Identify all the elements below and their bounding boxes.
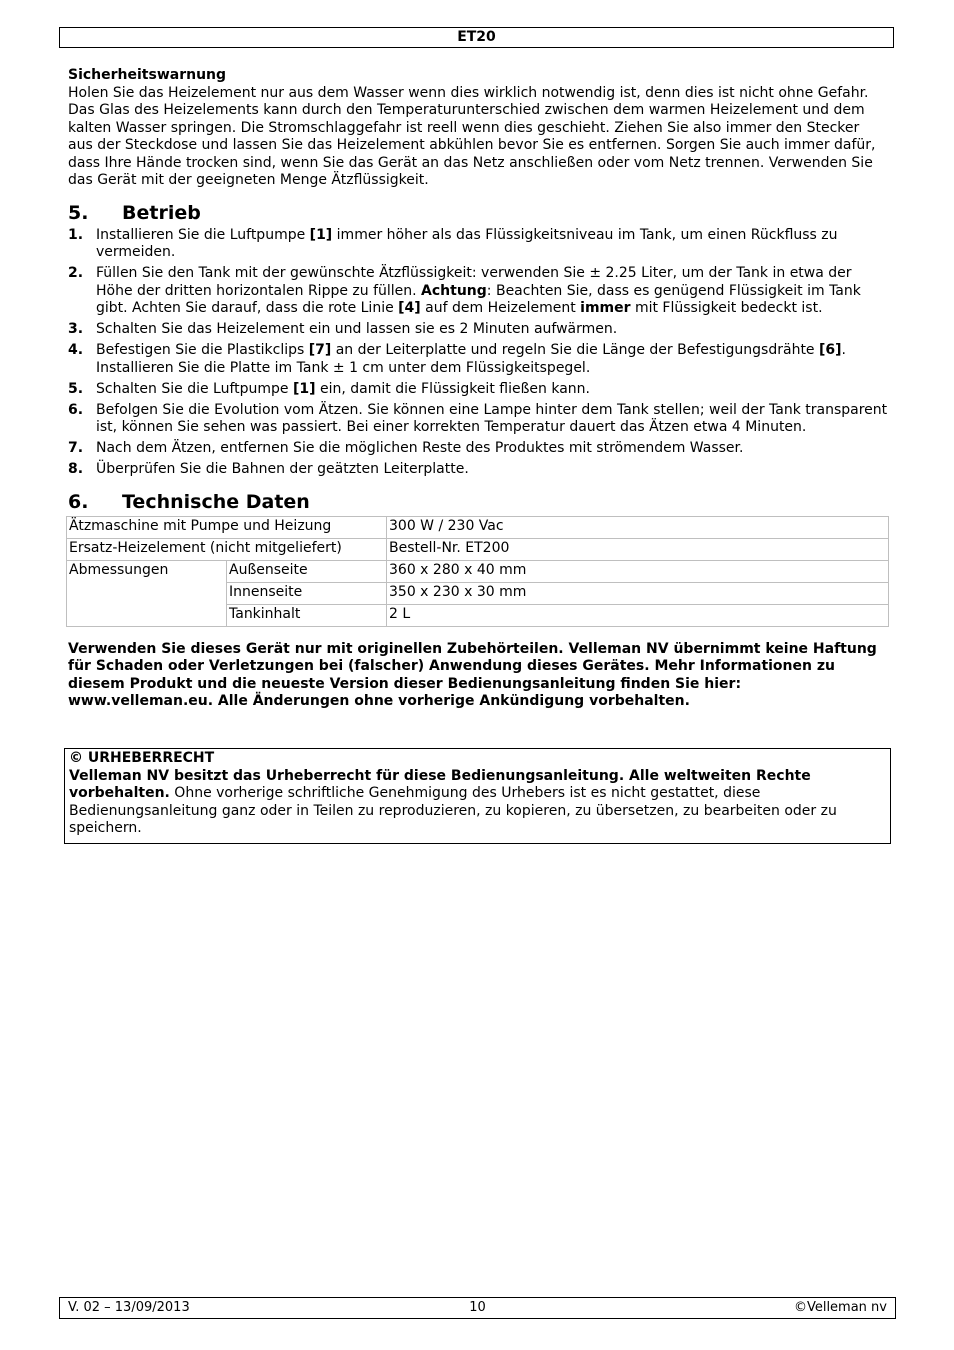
section-title: Technische Daten [122, 490, 310, 513]
step-ref: [1] [309, 226, 333, 243]
table-cell: 2 L [387, 604, 889, 626]
table-cell: Ersatz-Heizelement (nicht mitgeliefert) [67, 538, 387, 560]
table-cell: 350 x 230 x 30 mm [387, 582, 889, 604]
list-item [68, 440, 888, 458]
step-text: Nach dem Ätzen, entfernen Sie die möglichen Reste des Produktes mit strömendem Wasser. [96, 440, 744, 456]
copyright-bold: Velleman NV besitzt das Urheberrecht für diese Bedienungsanleitung. Alle weltweiten Rechte vorbehalten. [69, 767, 811, 801]
step-text: Schalten Sie die Luftpumpe [96, 380, 293, 397]
step-text: Überprüfen Sie die Bahnen der geätzten Leiterplatte. [96, 461, 469, 477]
safety-text: Holen Sie das Heizelement nur aus dem Wasser wenn dies wirklich notwendig ist, denn dies ist nicht ohne Gefahr. Das Glas des Heizelements kann durch den Temperaturunterschied zwischen dem warmen Heizelement und dem kalten Wasser springen. Die Stromschlaggefahr ist reell wenn dies geschieht. Ziehen Sie also immer den Stecker aus der Steckdose und lassen Sie das Heizelement abkühlen bevor Sie es entfernen. Sorgen Sie auch immer dafür, dass Ihre Hände trocken sind, wenn Sie das Gerät an das Netz anschließen oder vom Netz trennen. Verwenden Sie das Gerät mit der geeigneten Menge Ätzflüssigkeit. [68, 84, 876, 188]
page-header [59, 27, 894, 48]
list-item [68, 461, 888, 479]
table-cell: Tankinhalt [227, 604, 387, 626]
step-emphasis: immer [580, 300, 631, 316]
copyright-title: © URHEBERRECHT [69, 750, 215, 766]
step-text: mit Flüssigkeit bedeckt ist. [630, 300, 823, 316]
footer-version: V. 02 – 13/09/2013 [68, 1300, 190, 1315]
section-heading-betrieb [68, 202, 888, 224]
step-number: 6. [68, 401, 84, 418]
step-emphasis: Achtung [421, 282, 487, 299]
list-item [68, 402, 888, 437]
steps-list [68, 227, 888, 479]
step-text: an der Leiterplatte und regeln Sie die Länge der Befestigungsdrähte [331, 342, 819, 358]
step-text: Befolgen Sie die Evolution vom Ätzen. Sie können eine Lampe hinter dem Tank stellen; weil der Tank transparent ist, können Sie sehen was passiert. Bei einer korrekten Temperatur dauert das Ätzen etwa 4 Minuten. [96, 401, 888, 435]
step-ref: [1] [292, 380, 316, 397]
section-number: 5. [68, 201, 89, 224]
list-item [68, 227, 888, 262]
table-cell: Abmessungen [67, 560, 227, 626]
footer-company: ©Velleman nv [793, 1300, 887, 1315]
table-cell: Bestell-Nr. ET200 [387, 538, 889, 560]
table-row [67, 560, 889, 582]
section-heading-technische-daten [68, 491, 888, 513]
header-model: ET20 [457, 29, 496, 45]
table-row [67, 516, 889, 538]
step-text: Installieren Sie die Luftpumpe [96, 226, 310, 243]
copyright-body: Ohne vorherige schriftliche Genehmigung des Urhebers ist es nicht gestattet, diese Bedienungsanleitung ganz oder in Teilen zu reproduzieren, zu kopieren, zu übersetzen, zu bearbeiten oder zu speichern. [69, 785, 837, 836]
page-content [68, 67, 888, 711]
step-number: 1. [68, 226, 84, 243]
table-cell: Außenseite [227, 560, 387, 582]
step-text: auf dem Heizelement [420, 300, 581, 316]
disclaimer-text: Verwenden Sie dieses Gerät nur mit originellen Zubehörteilen. Velleman NV übernimmt keine Haftung für Schaden oder Verletzungen bei (falscher) Anwendung dieses Gerätes. Mehr Informationen zu diesem Produkt und die neueste Version dieser Bedienungsanleitung finden Sie hier: www.velleman.eu. Alle Änderungen ohne vorherige Ankündigung vorbehalten. [68, 640, 877, 709]
list-item [68, 265, 888, 318]
step-number: 2. [68, 265, 84, 281]
step-text: Füllen Sie den Tank mit der gewünschte Ätzflüssigkeit: verwenden Sie ± 2.25 Liter, um der Tank in etwa der Höhe der dritten horizontalen Rippe zu füllen. [96, 265, 852, 299]
table-row [67, 538, 889, 560]
step-number: 5. [68, 380, 84, 397]
table-cell: 360 x 280 x 40 mm [387, 560, 889, 582]
step-ref: [7] [308, 342, 332, 358]
copyright-box [64, 748, 891, 844]
safety-title: Sicherheitswarnung [68, 67, 227, 83]
step-text: Befestigen Sie die Plastikclips [96, 342, 309, 358]
copyright-text [69, 768, 886, 838]
list-item [68, 381, 888, 399]
list-item [68, 321, 888, 339]
step-number: 8. [68, 461, 84, 477]
page-footer [59, 1297, 896, 1319]
step-number: 7. [68, 440, 84, 456]
step-text: : Beachten Sie, dass es genügend Flüssigkeit im Tank gibt. Achten Sie darauf, dass die rote Linie [96, 282, 861, 316]
list-item [68, 342, 888, 377]
section-title: Betrieb [122, 201, 201, 224]
step-ref: [4] [398, 300, 421, 316]
step-number: 3. [68, 321, 84, 337]
table-cell: Ätzmaschine mit Pumpe und Heizung [67, 516, 387, 538]
step-ref: [6] [819, 342, 842, 358]
table-cell: Innenseite [227, 582, 387, 604]
step-text: Schalten Sie das Heizelement ein und lassen sie es 2 Minuten aufwärmen. [96, 321, 618, 337]
specs-table [66, 516, 889, 627]
footer-page-number: 10 [469, 1300, 486, 1315]
step-text: ein, damit die Flüssigkeit fließen kann. [315, 380, 590, 397]
section-number: 6. [68, 490, 89, 513]
step-text: . Installieren Sie die Platte im Tank ± 1 cm unter dem Flüssigkeitspegel. [96, 342, 846, 376]
table-cell: 300 W / 230 Vac [387, 516, 889, 538]
step-text: immer höher als das Flüssigkeitsniveau im Tank, um einen Rückfluss zu vermeiden. [96, 226, 838, 260]
step-number: 4. [68, 342, 84, 358]
